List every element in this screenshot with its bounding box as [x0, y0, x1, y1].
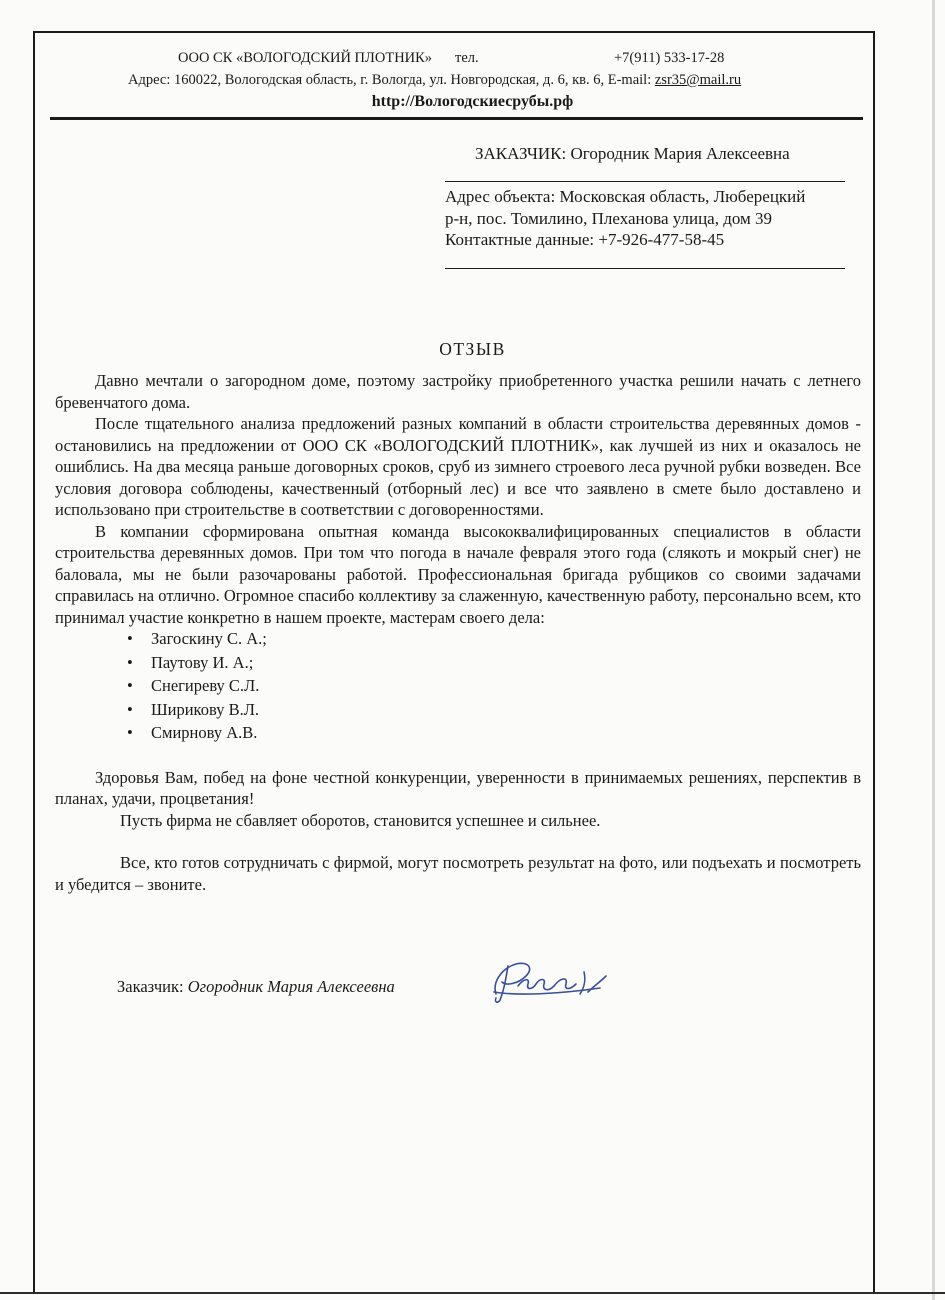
paragraph: В компании сформирована опытная команда высококвалифицированных специалистов в области строительства деревянных домов. При том что погода в начале февраля этого года (слякоть и мокрый снег) не баловала, мы не были разочарованы работой. Профессиональная бригада рубщиков со своими задачами справилась на отлично. Огромное спасибо коллективу за слаженную, качественную работу, персонально всем, кто принимал участие конкретно в нашем проекте, мастерам своего дела: — [55, 521, 861, 627]
address-top-rule — [445, 181, 845, 182]
handwritten-signature — [488, 952, 618, 1012]
letter-body — [55, 370, 861, 895]
master-name: Ширикову В.Л. — [151, 699, 260, 719]
signature-line — [117, 977, 395, 997]
scan-bottom-edge — [0, 1292, 945, 1294]
paragraph: Давно мечтали о загородном доме, поэтому застройку приобретенного участка решили начать с летнего бревенчатого дома. — [55, 371, 861, 412]
master-name: Снегиреву С.Л. — [151, 676, 260, 695]
address-line: р-н, пос. Томилино, Плеханова улица, дом 39 — [445, 208, 773, 228]
master-name: Смирнову А.В. — [151, 723, 258, 742]
list-item — [55, 699, 861, 723]
email-label: E-mail: — [607, 72, 652, 88]
master-name: Загоскину С. А.; — [151, 629, 267, 648]
bullet-icon: • — [127, 723, 133, 742]
bullet-icon: • — [127, 699, 133, 719]
signature-name: Огородник Мария Алексеевна — [187, 977, 395, 996]
master-name: Паутову И. А.; — [151, 652, 254, 672]
list-item — [55, 652, 861, 676]
tel-label: тел. — [455, 50, 479, 66]
object-address — [445, 186, 805, 251]
company-website[interactable]: http://Вологодскиесрубы.рф — [371, 93, 574, 110]
bullet-icon: • — [127, 652, 133, 672]
wishes-paragraph: Пусть фирма не сбавляет оборотов, становится успешнее и сильнее. — [120, 810, 601, 830]
wishes-paragraph: Здоровья Вам, побед на фоне честной конкуренции, уверенности в принимаемых решениях, перспектив в планах, удачи, процветания! — [55, 767, 861, 808]
company-name: ООО СК «ВОЛОГОДСКИЙ ПЛОТНИК» — [178, 50, 433, 66]
address-bottom-rule — [445, 268, 845, 269]
letter-title: ОТЗЫВ — [439, 339, 506, 359]
bullet-icon: • — [127, 676, 133, 695]
letterhead-line-2 — [128, 72, 741, 89]
bullet-icon: • — [127, 629, 133, 648]
customer-name: ЗАКАЗЧИК: Огородник Мария Алексеевна — [475, 144, 790, 163]
closing-paragraph: Все, кто готов сотрудничать с фирмой, могут посмотреть результат на фото, или подъехать и посмотреть и убедится – звоните. — [55, 853, 861, 894]
letterhead-divider — [50, 117, 863, 120]
list-item — [55, 722, 861, 746]
company-email[interactable]: zsr35@mail.ru — [654, 72, 742, 88]
company-phone: +7(911) 533-17-28 — [614, 50, 725, 66]
masters-list — [55, 628, 861, 746]
list-item — [55, 675, 861, 699]
scan-edge — [932, 0, 935, 1300]
contact-line: Контактные данные: +7-926-477-58-45 — [445, 230, 725, 249]
address-line: Адрес объекта: Московская область, Люберецкий — [445, 187, 806, 206]
signature-label: Заказчик: — [117, 977, 184, 996]
paragraph: После тщательного анализа предложений разных компаний в области строительства деревянных домов - остановились на предложении от ООО СК «ВОЛОГОДСКИЙ ПЛОТНИК», как лучшей из них и оказалось не ошиблись. На два месяца раньше договорных сроков, сруб из зимнего строевого леса ручной рубки возведен. Все условия договора соблюдены, качественный (отборный лес) и все что заявлено в смете было доставлено и использовано при строительстве в соответствии с договоренностями. — [55, 414, 861, 519]
list-item — [55, 628, 861, 652]
company-address: Адрес: 160022, Вологодская область, г. Вологда, ул. Новгородская, д. 6, кв. 6, — [128, 72, 605, 88]
